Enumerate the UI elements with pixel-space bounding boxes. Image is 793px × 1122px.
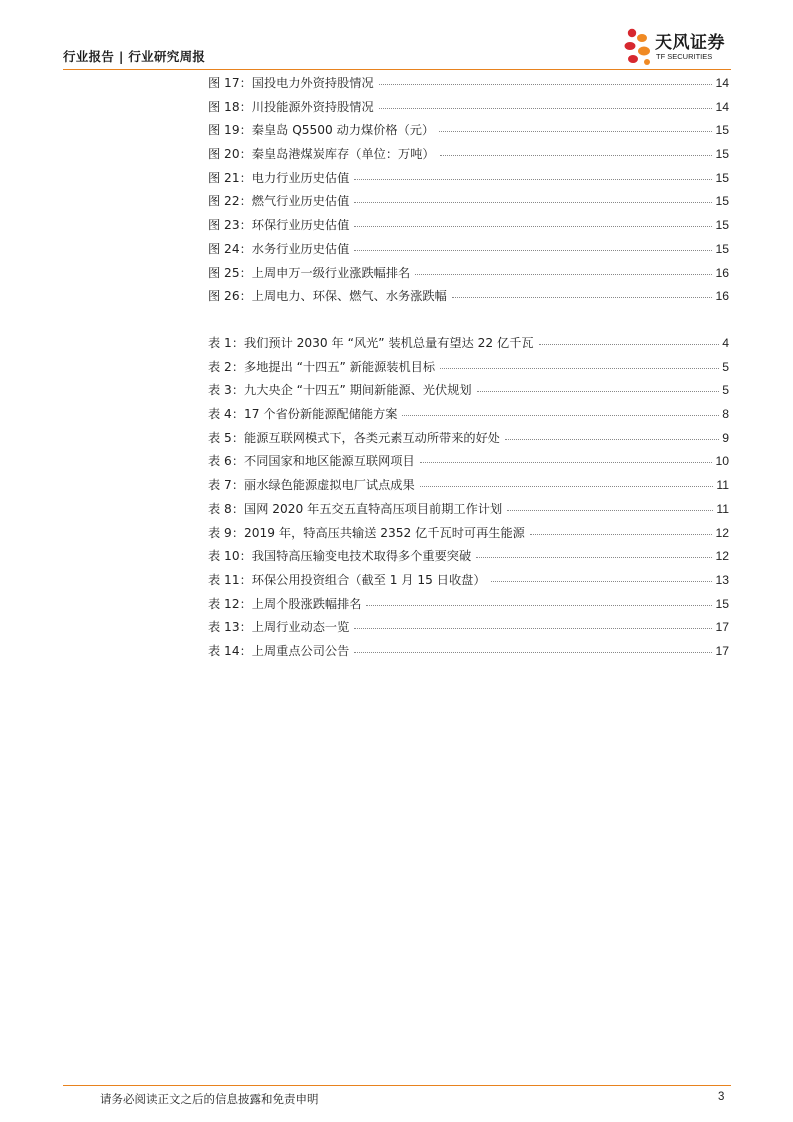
table-entry-label: 表 13：上周行业动态一览: [208, 620, 350, 635]
figure-entry-page: 15: [715, 170, 729, 185]
table-entry-page: 11: [716, 501, 729, 516]
footer-disclaimer: 请务必阅读正文之后的信息披露和免责申明: [100, 1092, 319, 1106]
figure-entry-label: 图 17：国投电力外资持股情况: [208, 76, 374, 90]
table-entry-label: 表 8：国网 2020 年五交五直特高压项目前期工作计划: [208, 501, 503, 516]
figure-entry-label: 图 24：水务行业历史估值: [208, 241, 350, 256]
dot-leader: [354, 651, 712, 653]
figure-entry-page: 14: [715, 99, 729, 114]
table-entry-label: 表 12：上周个股涨跌幅排名: [208, 596, 362, 611]
figure-entry-page: 15: [715, 194, 729, 209]
table-entry[interactable]: [208, 381, 729, 405]
table-entry-label: 表 3：九大央企 “十四五” 期间新能源、光伏规划: [208, 383, 472, 398]
table-entry-label: 表 14：上周重点公司公告: [208, 643, 350, 658]
table-entry-label: 表 2：多地提出 “十四五” 新能源装机目标: [208, 359, 436, 374]
dot-leader: [440, 154, 713, 156]
page-number: 3: [718, 1091, 725, 1103]
table-entry-label: 表 1：我们预计 2030 年 “风光” 装机总量有望达 22 亿千瓦: [208, 336, 534, 350]
table-list: [208, 334, 729, 666]
dot-leader: [507, 509, 713, 511]
dot-leader: [477, 390, 720, 392]
dot-leader: [366, 604, 712, 606]
dot-leader: [354, 178, 712, 180]
table-entry[interactable]: [208, 524, 729, 548]
dot-leader: [491, 580, 713, 582]
dot-leader: [354, 201, 712, 203]
table-entry-label: 表 6：不同国家和地区能源互联网项目: [208, 454, 415, 469]
figure-entry-page: 15: [715, 241, 729, 256]
table-entry-label: 表 4：17 个省份新能源配储能方案: [208, 407, 398, 422]
figure-entry-label: 图 25：上周申万一级行业涨跌幅排名: [208, 265, 411, 280]
table-entry-label: 表 11：环保公用投资组合（截至 1 月 15 日收盘）: [208, 572, 486, 587]
figure-entry-page: 16: [715, 289, 729, 304]
dot-leader: [402, 414, 719, 416]
dot-leader: [439, 130, 712, 132]
dot-leader: [379, 107, 713, 109]
dot-leader: [539, 343, 720, 345]
figure-entry[interactable]: [208, 240, 729, 264]
table-entry[interactable]: [208, 334, 729, 358]
table-entry-page: 4: [722, 336, 729, 350]
figure-entry-label: 图 20：秦皇岛港煤炭库存（单位：万吨）: [208, 147, 435, 162]
figure-entry-page: 15: [715, 147, 729, 162]
table-entry[interactable]: [208, 405, 729, 429]
dot-leader: [452, 296, 713, 298]
table-entry[interactable]: [208, 500, 729, 524]
logo-name: 天风证券: [655, 33, 725, 53]
figure-entry[interactable]: [208, 98, 729, 122]
table-entry-page: 17: [715, 643, 729, 658]
table-entry-page: 11: [716, 478, 729, 493]
figure-entry[interactable]: [208, 287, 729, 311]
figure-entry-page: 15: [715, 218, 729, 233]
table-entry-label: 表 10：我国特高压输变电技术取得多个重要突破: [208, 549, 472, 564]
figure-list: [208, 74, 729, 311]
footer-divider: [63, 1085, 731, 1086]
company-logo: [622, 24, 734, 68]
dot-leader: [354, 225, 712, 227]
figure-entry[interactable]: [208, 74, 729, 98]
table-entry[interactable]: [208, 452, 729, 476]
table-entry-page: 5: [722, 359, 729, 374]
table-entry[interactable]: [208, 618, 729, 642]
figure-entry[interactable]: [208, 264, 729, 288]
table-entry[interactable]: [208, 476, 729, 500]
logo-flower-icon: [622, 24, 654, 68]
figure-entry-page: 14: [715, 76, 729, 90]
logo-subtitle: TF SECURITIES: [656, 52, 713, 61]
table-entry-page: 12: [715, 549, 729, 564]
figure-entry[interactable]: [208, 216, 729, 240]
table-entry[interactable]: [208, 358, 729, 382]
figure-entry-page: 15: [715, 123, 729, 138]
table-entry-page: 9: [722, 430, 729, 445]
table-entry-page: 8: [722, 407, 729, 422]
table-entry-page: 13: [715, 572, 729, 587]
figure-entry-label: 图 23：环保行业历史估值: [208, 218, 350, 233]
dot-leader: [354, 627, 712, 629]
dot-leader: [505, 438, 719, 440]
dot-leader: [476, 556, 712, 558]
table-entry-page: 15: [715, 596, 729, 611]
table-entry-page: 12: [715, 525, 729, 540]
dot-leader: [379, 83, 713, 85]
table-entry-page: 5: [722, 383, 729, 398]
dot-leader: [354, 249, 712, 251]
figure-entry-label: 图 18：川投能源外资持股情况: [208, 99, 374, 114]
table-entry-label: 表 5：能源互联网模式下，各类元素互动所带来的好处: [208, 430, 500, 445]
figure-entry-page: 16: [715, 265, 729, 280]
table-entry[interactable]: [208, 547, 729, 571]
table-entry-label: 表 9：2019 年，特高压共输送 2352 亿千瓦时可再生能源: [208, 525, 525, 540]
table-entry[interactable]: [208, 429, 729, 453]
figure-entry-label: 图 21：电力行业历史估值: [208, 170, 350, 185]
table-entry-label: 表 7：丽水绿色能源虚拟电厂试点成果: [208, 478, 415, 493]
table-entry[interactable]: [208, 595, 729, 619]
figure-entry-label: 图 19：秦皇岛 Q5500 动力煤价格（元）: [208, 123, 435, 138]
figure-entry[interactable]: [208, 192, 729, 216]
figure-entry[interactable]: [208, 169, 729, 193]
table-entry[interactable]: [208, 642, 729, 666]
dot-leader: [530, 533, 713, 535]
header-divider: [63, 69, 731, 70]
dot-leader: [440, 367, 719, 369]
dot-leader: [420, 485, 714, 487]
dot-leader: [415, 273, 712, 275]
table-entry-page: 10: [715, 454, 729, 469]
figure-entry[interactable]: [208, 145, 729, 169]
table-entry[interactable]: [208, 571, 729, 595]
table-entry-page: 17: [715, 620, 729, 635]
figure-entry-label: 图 22：燃气行业历史估值: [208, 194, 350, 209]
dot-leader: [420, 461, 713, 463]
figure-entry[interactable]: [208, 121, 729, 145]
header-title: 行业报告 | 行业研究周报: [63, 49, 206, 64]
figure-entry-label: 图 26：上周电力、环保、燃气、水务涨跌幅: [208, 289, 447, 304]
